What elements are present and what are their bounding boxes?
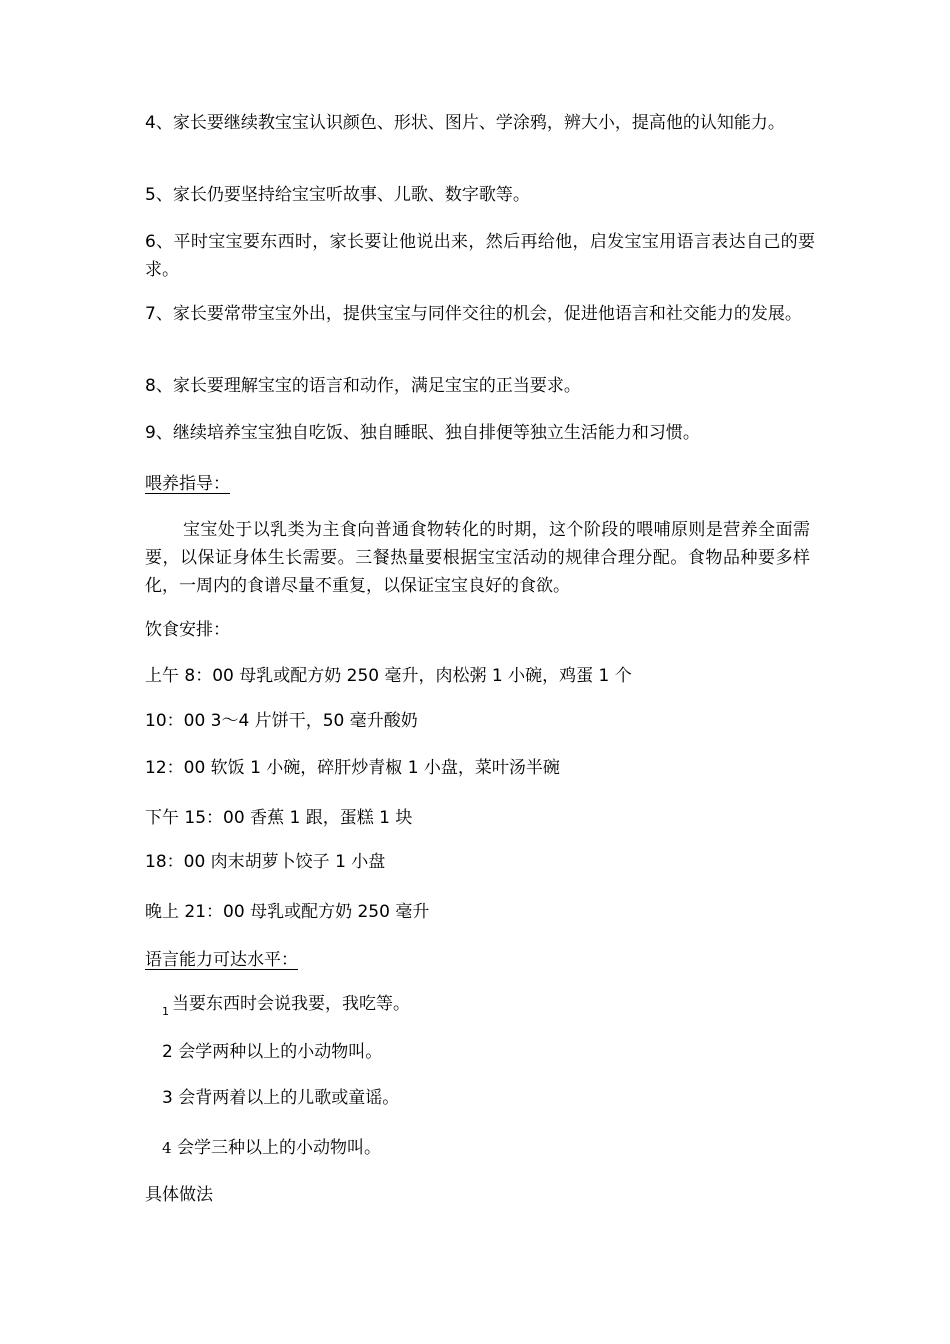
language-item-text: 当要东西时会说我要，我吃等。	[172, 994, 410, 1014]
diet-item-evening: 晚上 21：00 母乳或配方奶 250 毫升	[145, 902, 430, 922]
tip-item-7: 7、家长要常带宝宝外出，提供宝宝与同伴交往的机会，促进他语言和社交能力的发展。	[145, 304, 802, 324]
tip-item-5: 5、家长仍要坚持给宝宝听故事、儿歌、数字歌等。	[145, 185, 530, 205]
language-item-4	[162, 1134, 832, 1162]
language-heading: 语言能力可达水平：	[145, 950, 298, 970]
language-item-3	[162, 1084, 832, 1112]
diet-heading: 饮食安排：	[145, 620, 230, 640]
feeding-paragraph: 宝宝处于以乳类为主食向普通食物转化的时期，这个阶段的喂哺原则是营养全面需要，以保证身体生长需要。三餐热量要根据宝宝活动的规律合理分配。食物品种要多样化，一周内的食谱尽量不重复，以保证宝宝良好的食欲。	[145, 520, 810, 596]
diet-item-1000: 10：00 3～4 片饼干，50 毫升酸奶	[145, 711, 418, 731]
tip-item-9: 9、继续培养宝宝独自吃饭、独自睡眠、独自排便等独立生活能力和习惯。	[145, 423, 700, 443]
language-item-1	[162, 990, 832, 1020]
language-item-text: 会学三种以上的小动物叫。	[171, 1138, 381, 1158]
diet-item-morning: 上午 8：00 母乳或配方奶 250 毫升，肉松粥 1 小碗，鸡蛋 1 个	[145, 666, 632, 686]
language-item-text: 会学两种以上的小动物叫。	[172, 1042, 383, 1062]
feeding-heading: 喂养指导：	[145, 474, 230, 494]
language-item-number: 1	[162, 1005, 169, 1018]
language-item-number: 2	[162, 1042, 173, 1062]
language-item-number: 3	[162, 1088, 173, 1108]
tip-item-6: 6、平时宝宝要东西时，家长要让他说出来，然后再给他，启发宝宝用语言表达自己的要求。	[145, 232, 815, 280]
diet-item-1200: 12：00 软饭 1 小碗，碎肝炒青椒 1 小盘，菜叶汤半碗	[145, 758, 560, 778]
method-heading: 具体做法	[145, 1185, 213, 1205]
diet-item-afternoon: 下午 15：00 香蕉 1 跟，蛋糕 1 块	[145, 808, 413, 828]
language-item-number: 4	[162, 1139, 172, 1157]
tip-item-4: 4、家长要继续教宝宝认识颜色、形状、图片、学涂鸦，辨大小，提高他的认知能力。	[145, 113, 785, 133]
diet-item-1800: 18：00 肉末胡萝卜饺子 1 小盘	[145, 852, 386, 872]
tip-item-8: 8、家长要理解宝宝的语言和动作，满足宝宝的正当要求。	[145, 376, 581, 396]
language-item-2	[162, 1038, 832, 1066]
language-item-text: 会背两着以上的儿歌或童谣。	[172, 1088, 400, 1108]
